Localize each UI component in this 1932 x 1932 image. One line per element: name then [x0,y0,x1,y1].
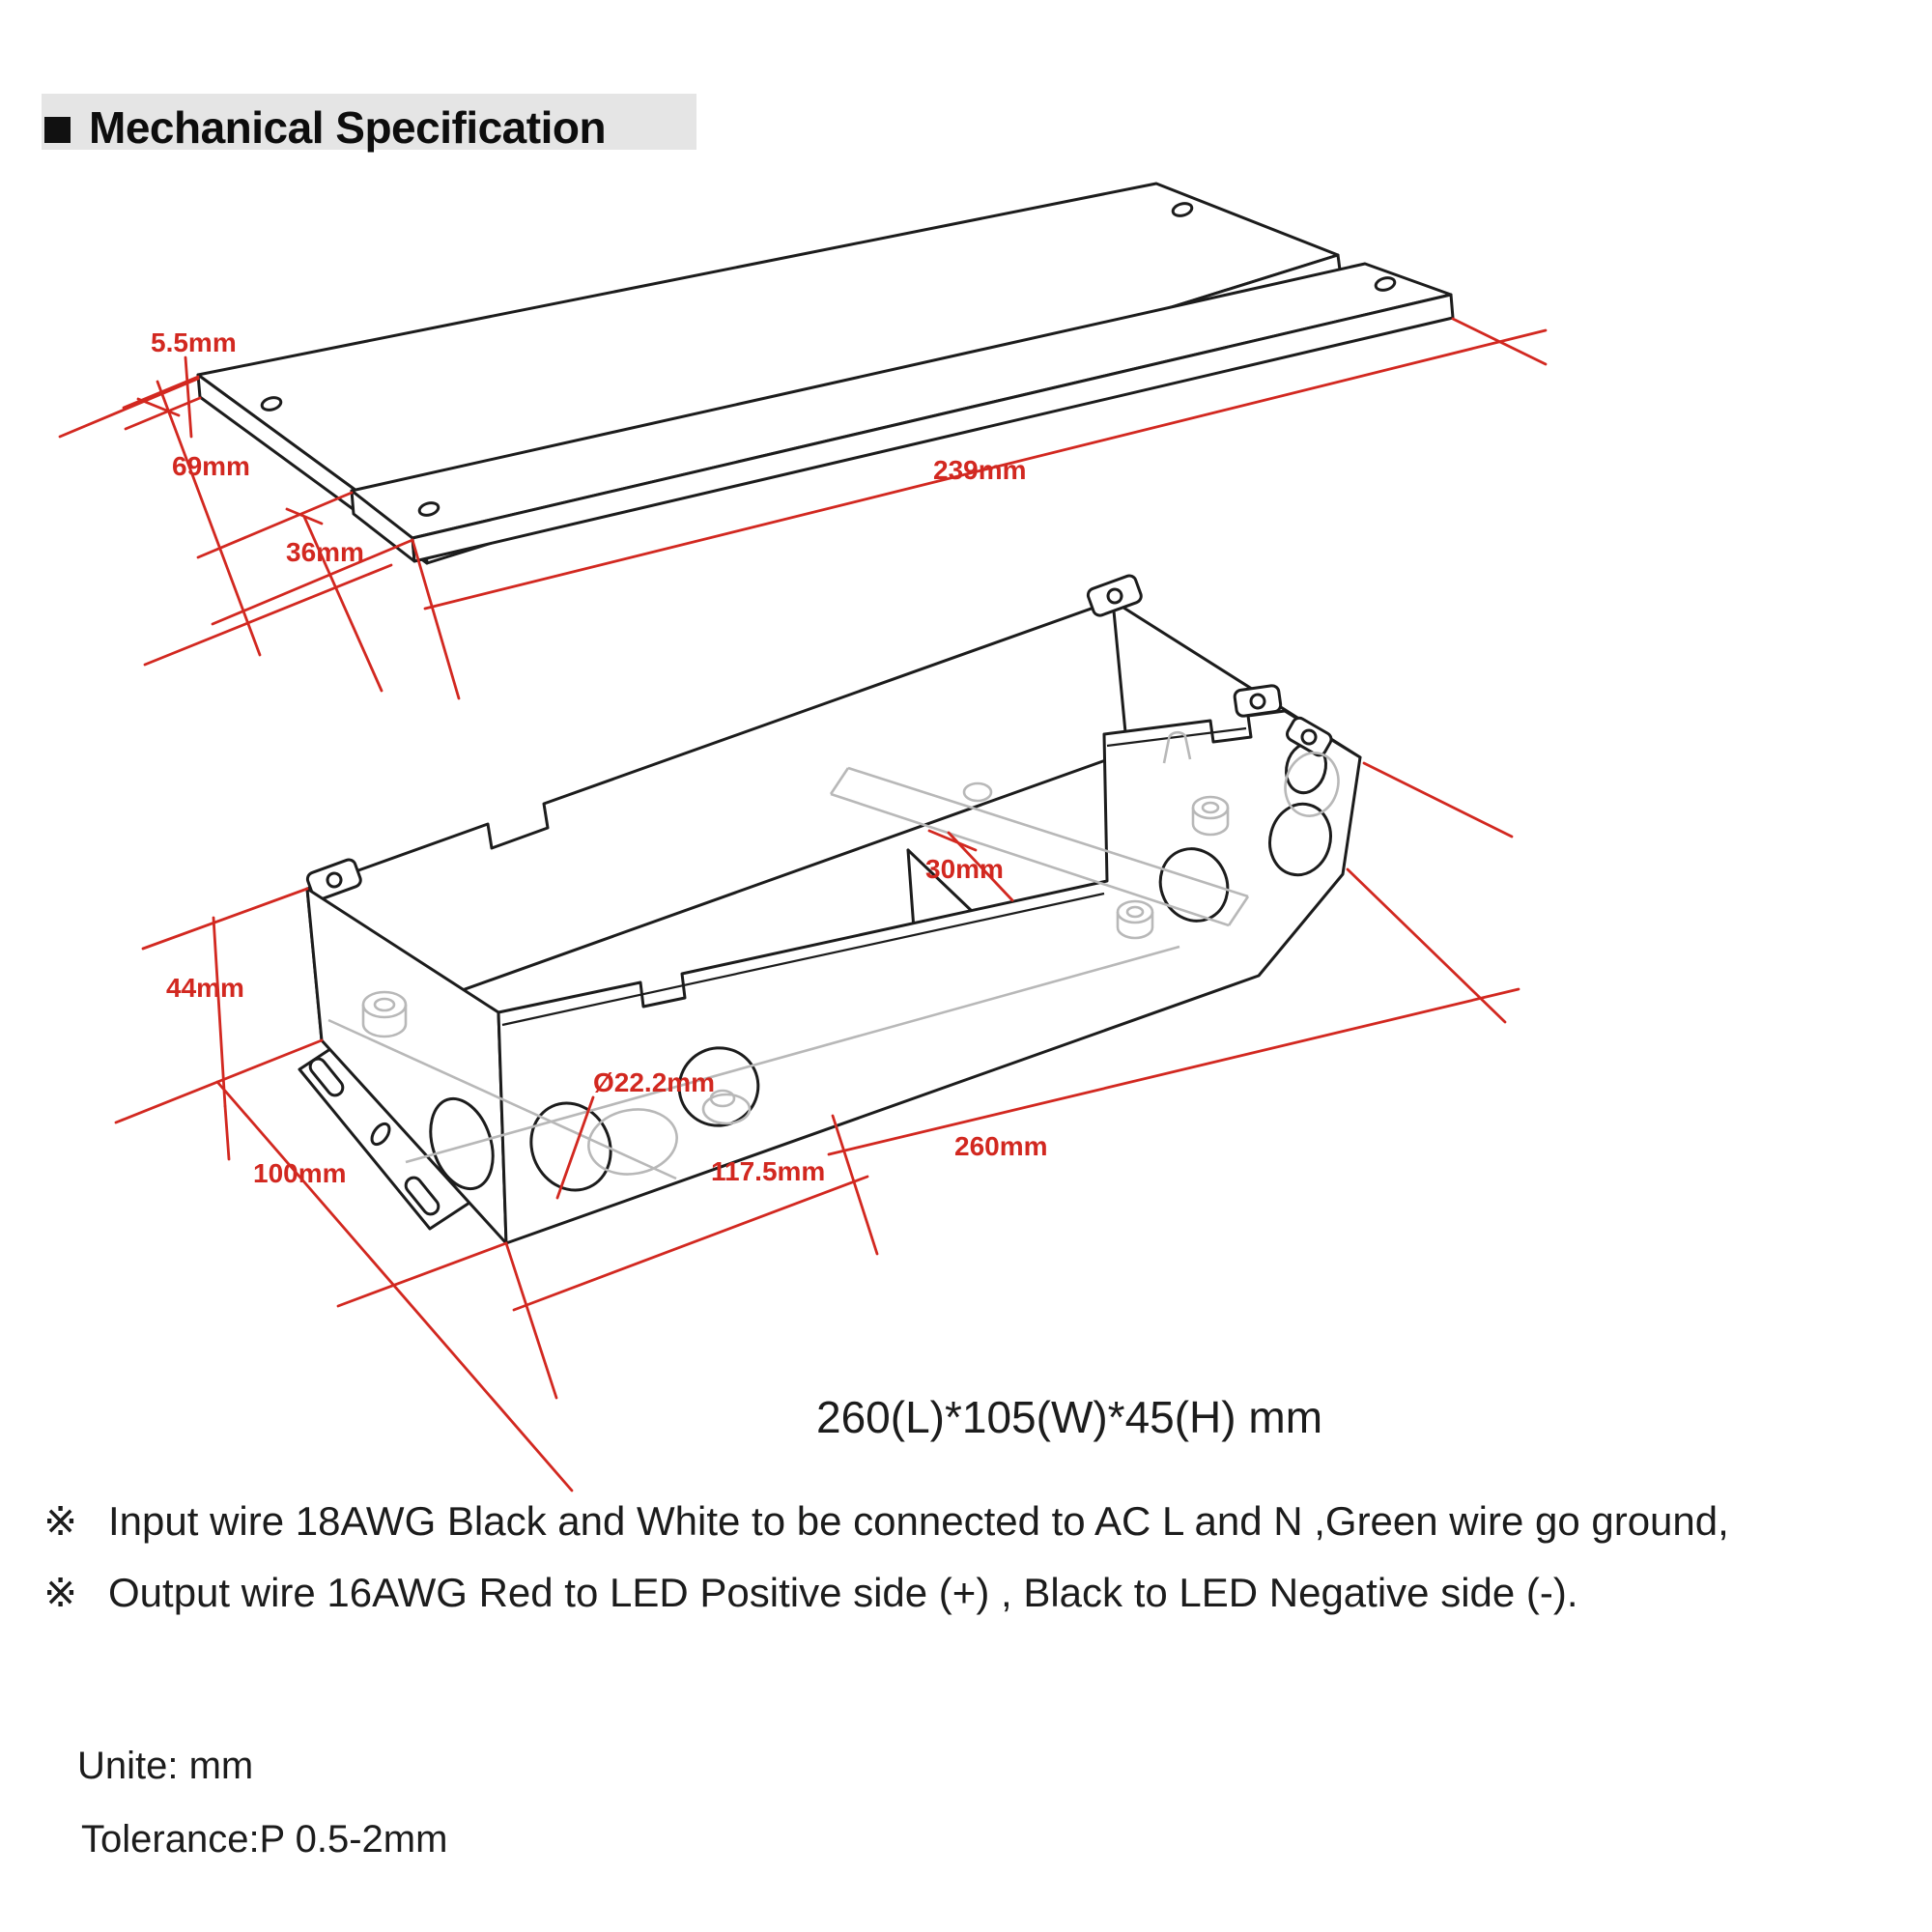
dim-label-narrow-width: 36mm [286,537,364,567]
note-marker: ※ [43,1570,78,1615]
cover-plates-drawing [60,184,1546,698]
screw-tab [1086,574,1143,617]
title-bullet-icon [44,117,71,143]
enclosure-front-wall [498,685,1360,1243]
dim-label-width: 100mm [253,1158,347,1188]
note-text-output-wire: Output wire 16AWG Red to LED Positive side (+) , Black to LED Negative side (-). [108,1570,1578,1615]
dim-label-length: 260mm [954,1131,1048,1161]
screw-tab [1234,685,1281,717]
dim-label-plate-length: 239mm [933,455,1027,485]
note-marker: ※ [43,1498,78,1544]
enclosure-drawing [116,574,1519,1491]
page-title [44,102,606,153]
dim-label-thickness: 5.5mm [151,327,237,357]
tolerance-text: Tolerance:P 0.5-2mm [81,1818,448,1861]
dim-label-knockout: Ø22.2mm [593,1067,716,1097]
wiring-notes [43,1498,1729,1615]
dim-label-compartment: 30mm [925,854,1004,884]
unit-text: Unite: mm [77,1745,254,1787]
note-text-input-wire: Input wire 18AWG Black and White to be connected to AC L and N ,Green wire go ground, [108,1498,1729,1544]
overall-dimensions-text: 260(L)*105(W)*45(H) mm [816,1392,1323,1442]
dim-label-height: 44mm [166,973,244,1003]
dim-label-hole-spacing: 117.5mm [711,1156,826,1186]
page-title-text: Mechanical Specification [89,102,607,153]
dim-label-wide-width: 69mm [172,451,250,481]
